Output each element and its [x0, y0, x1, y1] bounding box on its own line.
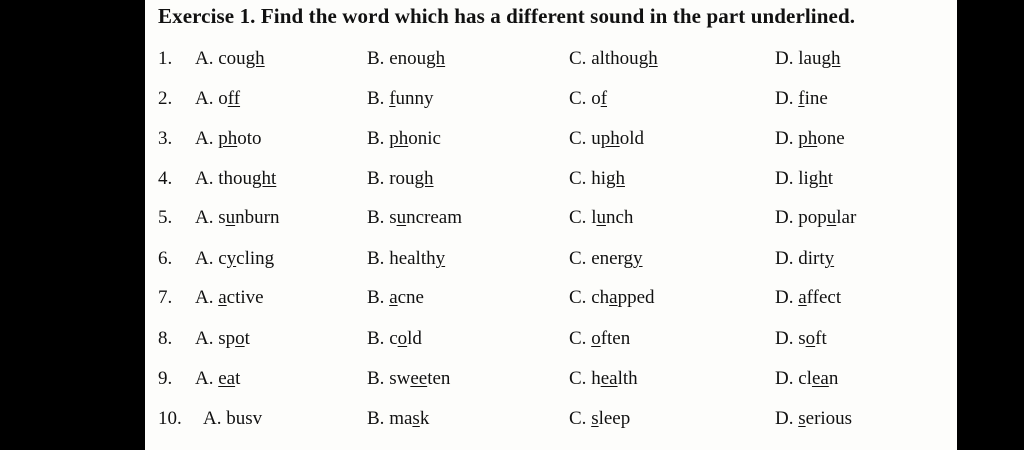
word-prefix: thou: [218, 168, 253, 189]
option-letter: C.: [569, 328, 592, 349]
option-letter: A.: [203, 408, 227, 429]
word-suffix: t: [827, 168, 834, 189]
answer-option-d: [775, 207, 856, 229]
option-letter: A.: [195, 368, 219, 389]
word-suffix: ten: [427, 368, 451, 389]
question-row: [145, 408, 957, 438]
option-letter: B.: [367, 128, 390, 149]
word-prefix: li: [798, 168, 809, 189]
word-prefix: l: [591, 207, 597, 228]
answer-option-b: [367, 248, 445, 270]
question-number: 1.: [158, 48, 173, 69]
word-suffix: ft: [815, 328, 827, 349]
answer-option-a: [195, 368, 240, 390]
option-letter: D.: [775, 48, 799, 69]
option-letter: A.: [195, 328, 219, 349]
word-suffix: n: [828, 368, 839, 389]
word-suffix: ften: [600, 328, 631, 349]
option-letter: B.: [367, 48, 390, 69]
word-suffix: k: [419, 408, 430, 429]
word-prefix: health: [389, 248, 436, 269]
word-suffix: onic: [408, 128, 441, 149]
answer-option-c: [569, 128, 644, 150]
underlined-part: ght: [252, 168, 277, 189]
underlined-part: gh: [605, 168, 625, 189]
option-letter: C.: [569, 48, 592, 69]
underlined-part: gh: [245, 48, 265, 69]
answer-option-a: [195, 207, 279, 229]
underlined-part: a: [218, 287, 227, 308]
word-prefix: o: [218, 88, 228, 109]
answer-option-d: [775, 287, 841, 309]
word-prefix: busv: [226, 408, 263, 429]
answer-option-b: [367, 48, 445, 70]
underlined-part: f: [389, 88, 396, 109]
answer-option-d: [775, 368, 838, 390]
option-letter: C.: [569, 168, 592, 189]
question-row: [145, 48, 957, 78]
underlined-part: y: [226, 248, 237, 269]
word-prefix: cl: [798, 368, 812, 389]
option-letter: A.: [195, 128, 219, 149]
underlined-part: ph: [218, 128, 238, 149]
option-letter: B.: [367, 408, 390, 429]
underlined-part: gh: [426, 48, 446, 69]
underlined-part: ph: [600, 128, 620, 149]
underlined-part: gh: [808, 168, 828, 189]
word-suffix: nburn: [235, 207, 280, 228]
option-letter: B.: [367, 248, 390, 269]
option-letter: A.: [195, 48, 219, 69]
word-prefix: energ: [591, 248, 634, 269]
underlined-part: a: [389, 287, 398, 308]
option-letter: C.: [569, 368, 592, 389]
underlined-part: y: [824, 248, 835, 269]
answer-option-b: [367, 287, 424, 309]
word-prefix: rou: [389, 168, 415, 189]
option-letter: A.: [195, 287, 219, 308]
word-prefix: hi: [591, 168, 606, 189]
word-prefix: ma: [389, 408, 413, 429]
underlined-part: u: [826, 207, 837, 228]
option-letter: B.: [367, 207, 390, 228]
option-letter: B.: [367, 168, 390, 189]
question-number: 4.: [158, 168, 173, 189]
option-letter: C.: [569, 207, 592, 228]
question-row: [145, 128, 957, 158]
underlined-part: s: [798, 408, 806, 429]
answer-option-c: [569, 207, 633, 229]
answer-option-c: [569, 408, 630, 430]
underlined-part: gh: [638, 48, 658, 69]
answer-option-a: [195, 48, 265, 70]
option-letter: A.: [195, 248, 219, 269]
word-prefix: pop: [798, 207, 827, 228]
question-number: 6.: [158, 248, 173, 269]
option-letter: A.: [195, 207, 219, 228]
answer-option-c: [569, 287, 655, 309]
underlined-part: f: [798, 88, 805, 109]
word-suffix: leep: [598, 408, 631, 429]
word-prefix: sw: [389, 368, 411, 389]
answer-option-d: [775, 408, 852, 430]
question-number: 8.: [158, 328, 173, 349]
option-letter: C.: [569, 248, 592, 269]
option-letter: B.: [367, 368, 390, 389]
question-row: [145, 207, 957, 237]
underlined-part: o: [235, 328, 245, 349]
underlined-part: o: [805, 328, 816, 349]
answer-option-a: [203, 408, 262, 430]
question-number: 7.: [158, 287, 173, 308]
underlined-part: gh: [821, 48, 841, 69]
answer-option-a: [195, 328, 250, 350]
answer-option-c: [569, 368, 638, 390]
answer-option-a: [195, 248, 274, 270]
option-letter: C.: [569, 287, 592, 308]
underlined-part: o: [397, 328, 408, 349]
word-prefix: s: [798, 328, 806, 349]
answer-option-c: [569, 48, 658, 70]
word-prefix: enou: [389, 48, 427, 69]
word-prefix: c: [389, 328, 398, 349]
question-row: [145, 88, 957, 118]
word-prefix: ch: [591, 287, 610, 308]
question-number: 2.: [158, 88, 173, 109]
answer-option-c: [569, 248, 643, 270]
word-prefix: s: [389, 207, 397, 228]
word-prefix: s: [218, 207, 226, 228]
answer-option-a: [195, 168, 276, 190]
word-suffix: nch: [605, 207, 634, 228]
option-letter: B.: [367, 88, 390, 109]
option-letter: D.: [775, 368, 799, 389]
option-letter: B.: [367, 287, 390, 308]
answer-option-b: [367, 368, 450, 390]
word-suffix: unny: [395, 88, 434, 109]
answer-option-d: [775, 328, 827, 350]
answer-option-b: [367, 207, 462, 229]
word-suffix: t: [244, 328, 250, 349]
underlined-part: u: [396, 207, 407, 228]
underlined-part: a: [609, 287, 618, 308]
question-number: 10.: [158, 408, 182, 429]
option-letter: A.: [195, 88, 219, 109]
word-suffix: cling: [236, 248, 275, 269]
answer-option-d: [775, 88, 828, 110]
answer-option-b: [367, 408, 429, 430]
option-letter: D.: [775, 207, 799, 228]
word-prefix: cou: [218, 48, 246, 69]
word-suffix: ctive: [226, 287, 264, 308]
question-number: 3.: [158, 128, 173, 149]
answer-option-a: [195, 88, 240, 110]
option-letter: D.: [775, 168, 799, 189]
option-letter: D.: [775, 408, 799, 429]
question-row: [145, 368, 957, 398]
underlined-part: u: [225, 207, 236, 228]
answer-option-b: [367, 328, 422, 350]
underlined-part: f: [600, 88, 608, 109]
answer-option-a: [195, 287, 264, 309]
word-prefix: dirt: [798, 248, 825, 269]
option-letter: D.: [775, 88, 799, 109]
answer-option-d: [775, 248, 834, 270]
worksheet: [145, 0, 957, 450]
word-suffix: ine: [804, 88, 828, 109]
answer-option-a: [195, 128, 262, 150]
answer-option-c: [569, 328, 630, 350]
answer-option-d: [775, 48, 840, 70]
underlined-part: ph: [389, 128, 409, 149]
word-prefix: c: [218, 248, 227, 269]
underlined-part: o: [591, 328, 601, 349]
answer-option-c: [569, 168, 625, 190]
underlined-part: a: [798, 287, 807, 308]
word-suffix: old: [619, 128, 644, 149]
word-suffix: ncream: [406, 207, 462, 228]
word-suffix: one: [817, 128, 845, 149]
word-suffix: ld: [407, 328, 422, 349]
word-suffix: pped: [617, 287, 655, 308]
underlined-part: ph: [798, 128, 818, 149]
word-prefix: u: [591, 128, 601, 149]
question-row: [145, 328, 957, 358]
option-letter: C.: [569, 408, 592, 429]
answer-option-d: [775, 128, 845, 150]
question-number: 9.: [158, 368, 173, 389]
word-suffix: cne: [397, 287, 424, 308]
word-prefix: h: [591, 368, 601, 389]
answer-option-b: [367, 128, 441, 150]
question-row: [145, 168, 957, 198]
word-suffix: ffect: [806, 287, 842, 308]
word-prefix: lau: [798, 48, 822, 69]
option-letter: D.: [775, 287, 799, 308]
word-prefix: o: [591, 88, 601, 109]
option-letter: A.: [195, 168, 219, 189]
option-letter: B.: [367, 328, 390, 349]
underlined-part: gh: [414, 168, 434, 189]
answer-option-b: [367, 88, 434, 110]
underlined-part: ea: [600, 368, 618, 389]
underlined-part: s: [591, 408, 599, 429]
underlined-part: y: [633, 248, 643, 269]
question-row: [145, 248, 957, 278]
option-letter: C.: [569, 128, 592, 149]
option-letter: C.: [569, 88, 592, 109]
underlined-part: s: [412, 408, 420, 429]
answer-option-c: [569, 88, 607, 110]
underlined-part: ff: [227, 88, 241, 109]
word-suffix: lar: [836, 207, 857, 228]
answer-option-d: [775, 168, 833, 190]
answer-option-b: [367, 168, 434, 190]
word-prefix: sp: [218, 328, 236, 349]
exercise-title: Exercise 1. Find the word which has a different sound in the part underlined.: [158, 4, 856, 28]
word-suffix: t: [235, 368, 241, 389]
question-number: 5.: [158, 207, 173, 228]
word-suffix: oto: [237, 128, 262, 149]
option-letter: D.: [775, 248, 799, 269]
option-letter: D.: [775, 328, 799, 349]
underlined-part: ea: [218, 368, 236, 389]
word-suffix: lth: [617, 368, 638, 389]
option-letter: D.: [775, 128, 799, 149]
underlined-part: ea: [811, 368, 829, 389]
underlined-part: u: [596, 207, 606, 228]
question-row: [145, 287, 957, 317]
word-suffix: erious: [805, 408, 853, 429]
underlined-part: ee: [410, 368, 428, 389]
word-prefix: althou: [591, 48, 639, 69]
underlined-part: y: [435, 248, 446, 269]
